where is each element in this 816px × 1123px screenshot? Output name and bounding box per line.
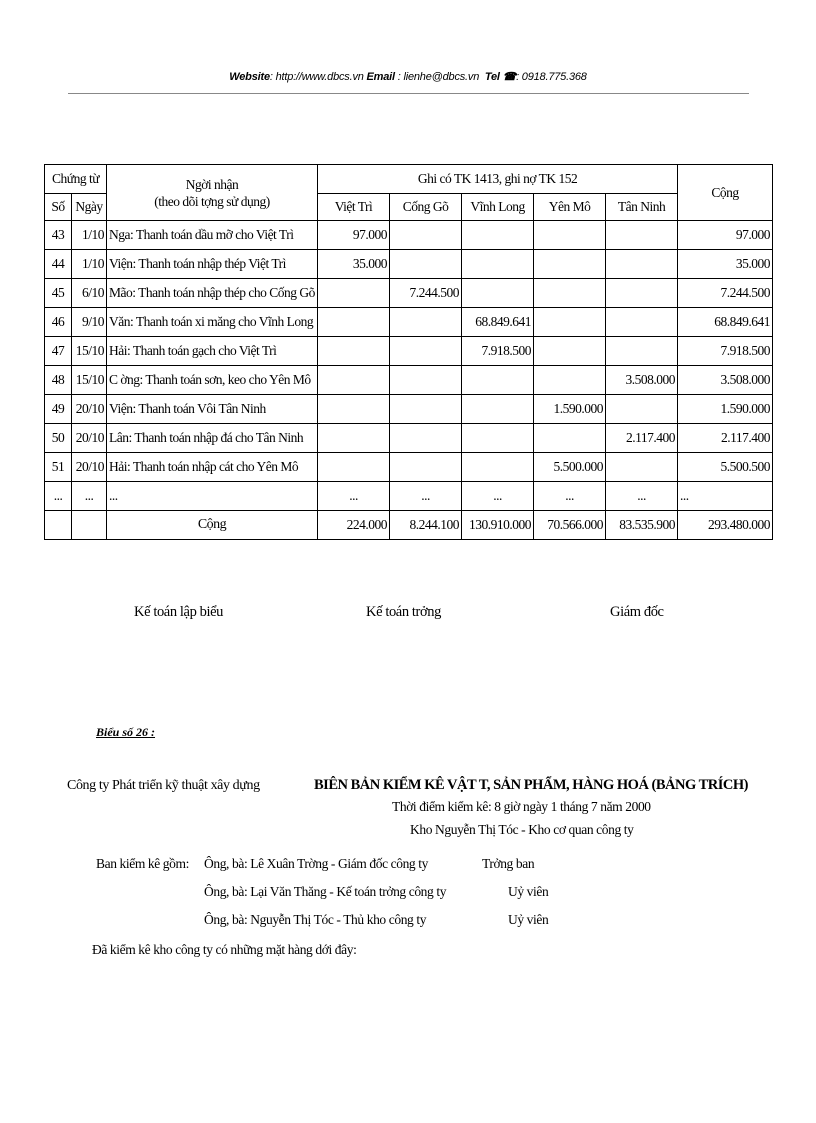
cell-vinh-long: 7.918.500: [462, 337, 534, 366]
table-row: [45, 395, 773, 424]
cell-cong-go: [390, 250, 462, 279]
cell-cong-go: ...: [390, 482, 462, 511]
cell-yen-mo: [534, 424, 606, 453]
cell-total-empty-ngay: [72, 511, 107, 540]
cell-vinh-long: [462, 279, 534, 308]
cell-tan-ninh: [606, 308, 678, 337]
cell-viet-tri: [318, 308, 390, 337]
cell-ngay: 20/10: [72, 424, 107, 453]
cell-total: 68.849.641: [678, 308, 773, 337]
table-row: [45, 250, 773, 279]
header-so: Số: [45, 194, 72, 221]
cell-so: 50: [45, 424, 72, 453]
cell-so: 51: [45, 453, 72, 482]
total-label: Cộng: [107, 511, 318, 540]
cell-yen-mo: [534, 221, 606, 250]
member-name: Ông, bà: Nguyễn Thị Tóc - Thủ kho công ty: [204, 912, 427, 927]
header-cong-go: Cống Gõ: [390, 194, 462, 221]
cell-vinh-long: [462, 424, 534, 453]
table-row: [45, 221, 773, 250]
cell-vinh-long: [462, 395, 534, 424]
table-row: [45, 424, 773, 453]
cell-yen-mo: [534, 366, 606, 395]
cell-tan-ninh: [606, 221, 678, 250]
cell-so: 45: [45, 279, 72, 308]
cell-desc: Viện: Thanh toán nhập thép Việt Trì: [107, 250, 318, 279]
total-cong-go: 8.244.100: [390, 511, 462, 540]
cell-desc: Nga: Thanh toán dầu mỡ cho Việt Trì: [107, 221, 318, 250]
cell-viet-tri: 35.000: [318, 250, 390, 279]
cell-tan-ninh: [606, 279, 678, 308]
cell-so: 48: [45, 366, 72, 395]
cell-total: 7.244.500: [678, 279, 773, 308]
cell-so: 43: [45, 221, 72, 250]
cell-tan-ninh: ...: [606, 482, 678, 511]
signature-chief-accountant: Kế toán trởng: [366, 604, 441, 620]
cell-tan-ninh: 2.117.400: [606, 424, 678, 453]
cell-desc: Hải: Thanh toán gạch cho Việt Trì: [107, 337, 318, 366]
committee-label: Ban kiểm kê gồm:: [96, 856, 189, 871]
member-name: Ông, bà: Lê Xuân Trờng - Giám đốc công ty: [204, 856, 428, 871]
cell-ngay: 15/10: [72, 366, 107, 395]
header-voucher: Chứng từ: [45, 165, 107, 194]
signature-director: Giám đốc: [610, 604, 664, 620]
cell-ngay: 9/10: [72, 308, 107, 337]
table-row: [45, 308, 773, 337]
cell-cong-go: [390, 395, 462, 424]
cell-viet-tri: [318, 366, 390, 395]
cell-ngay: 1/10: [72, 221, 107, 250]
website-header: [0, 70, 816, 83]
header-tan-ninh: Tân Ninh: [606, 194, 678, 221]
cell-cong-go: [390, 366, 462, 395]
email-label: Email: [366, 71, 395, 83]
header-total: Cộng: [678, 165, 773, 221]
header-receiver-line1: Ngời nhận: [185, 176, 239, 192]
header-credit-group: Ghi có TK 1413, ghi nợ TK 152: [318, 165, 678, 194]
cell-total: 35.000: [678, 250, 773, 279]
cell-so: 44: [45, 250, 72, 279]
table-row-ellipsis: [45, 482, 773, 511]
inventory-time: Thời điểm kiểm kê: 8 giờ ngày 1 tháng 7 năm 2000: [392, 799, 651, 814]
cell-ngay: 20/10: [72, 453, 107, 482]
cell-vinh-long: [462, 366, 534, 395]
payment-ledger-table: [44, 164, 773, 540]
cell-desc: ...: [107, 482, 318, 511]
document-title: BIÊN BẢN KIỂM KÊ VẬT T, SẢN PHẨM, HÀNG HOÁ (BẢNG TRÍCH): [314, 777, 749, 793]
cell-yen-mo: 1.590.000: [534, 395, 606, 424]
cell-vinh-long: [462, 453, 534, 482]
cell-so: ...: [45, 482, 72, 511]
member-role: Uỷ viên: [508, 912, 549, 927]
warehouse-name: Kho Nguyễn Thị Tóc - Kho cơ quan công ty: [410, 822, 634, 837]
table-row: [45, 279, 773, 308]
table-header-row-1: [45, 165, 773, 194]
cell-cong-go: 7.244.500: [390, 279, 462, 308]
cell-cong-go: [390, 453, 462, 482]
header-ngay: Ngày: [72, 194, 107, 221]
cell-ngay: 20/10: [72, 395, 107, 424]
cell-cong-go: [390, 337, 462, 366]
tel-value: : 0918.775.368: [516, 71, 587, 83]
table-row: [45, 366, 773, 395]
cell-tan-ninh: [606, 395, 678, 424]
closing-statement: Đã kiểm kê kho công ty có những mặt hàng dới đây:: [92, 942, 357, 957]
cell-vinh-long: 68.849.641: [462, 308, 534, 337]
signature-preparer: Kế toán lập biểu: [134, 604, 224, 620]
table-total-row: [45, 511, 773, 540]
cell-desc: Mão: Thanh toán nhập thép cho Cống Gõ: [107, 279, 318, 308]
header-divider: [68, 93, 749, 94]
cell-yen-mo: ...: [534, 482, 606, 511]
cell-total-empty-so: [45, 511, 72, 540]
company-name: Công ty Phát triển kỹ thuật xây dựng: [67, 778, 260, 793]
cell-total: 7.918.500: [678, 337, 773, 366]
cell-total: 97.000: [678, 221, 773, 250]
total-yen-mo: 70.566.000: [534, 511, 606, 540]
cell-tan-ninh: [606, 337, 678, 366]
header-receiver: [107, 165, 318, 221]
cell-viet-tri: [318, 395, 390, 424]
cell-so: 47: [45, 337, 72, 366]
cell-total: 1.590.000: [678, 395, 773, 424]
table-row: [45, 337, 773, 366]
cell-vinh-long: [462, 250, 534, 279]
cell-yen-mo: 5.500.000: [534, 453, 606, 482]
cell-tan-ninh: 3.508.000: [606, 366, 678, 395]
cell-yen-mo: [534, 279, 606, 308]
cell-total: 2.117.400: [678, 424, 773, 453]
cell-tan-ninh: [606, 453, 678, 482]
website-value[interactable]: : http://www.dbcs.vn: [269, 71, 364, 83]
cell-ngay: 15/10: [72, 337, 107, 366]
cell-viet-tri: ...: [318, 482, 390, 511]
cell-yen-mo: [534, 308, 606, 337]
cell-vinh-long: ...: [462, 482, 534, 511]
cell-viet-tri: 97.000: [318, 221, 390, 250]
cell-so: 46: [45, 308, 72, 337]
member-role: Uỷ viên: [508, 884, 549, 899]
cell-viet-tri: [318, 453, 390, 482]
cell-yen-mo: [534, 337, 606, 366]
cell-cong-go: [390, 308, 462, 337]
form-label: Biểu số 26 :: [96, 725, 156, 739]
cell-desc: Hải: Thanh toán nhập cát cho Yên Mô: [107, 453, 318, 482]
member-name: Ông, bà: Lại Văn Thăng - Kế toán trởng công ty: [204, 884, 447, 899]
total-vinh-long: 130.910.000: [462, 511, 534, 540]
cell-desc: C ờng: Thanh toán sơn, keo cho Yên Mô: [107, 366, 318, 395]
total-tan-ninh: 83.535.900: [606, 511, 678, 540]
cell-yen-mo: [534, 250, 606, 279]
header-viet-tri: Việt Trì: [318, 194, 390, 221]
cell-tan-ninh: [606, 250, 678, 279]
header-vinh-long: Vĩnh Long: [462, 194, 534, 221]
total-viet-tri: 224.000: [318, 511, 390, 540]
total-all: 293.480.000: [678, 511, 773, 540]
header-yen-mo: Yên Mô: [534, 194, 606, 221]
cell-cong-go: [390, 424, 462, 453]
cell-total: ...: [678, 482, 773, 511]
email-value[interactable]: : lienhe@dbcs.vn: [397, 71, 480, 83]
cell-viet-tri: [318, 337, 390, 366]
member-role: Trởng ban: [482, 856, 535, 871]
website-label: Website: [229, 71, 270, 83]
cell-desc: Lân: Thanh toán nhập đá cho Tân Ninh: [107, 424, 318, 453]
cell-viet-tri: [318, 424, 390, 453]
cell-viet-tri: [318, 279, 390, 308]
cell-vinh-long: [462, 221, 534, 250]
tel-label: Tel ☎: [484, 71, 517, 83]
cell-ngay: 6/10: [72, 279, 107, 308]
cell-ngay: ...: [72, 482, 107, 511]
header-receiver-line2: (theo dõi tợng sử dụng): [154, 193, 270, 209]
cell-cong-go: [390, 221, 462, 250]
cell-ngay: 1/10: [72, 250, 107, 279]
cell-desc: Viện: Thanh toán Vôi Tân Ninh: [107, 395, 318, 424]
cell-total: 3.508.000: [678, 366, 773, 395]
cell-so: 49: [45, 395, 72, 424]
cell-desc: Văn: Thanh toán xi măng cho Vĩnh Long: [107, 308, 318, 337]
cell-total: 5.500.500: [678, 453, 773, 482]
table-row: [45, 453, 773, 482]
